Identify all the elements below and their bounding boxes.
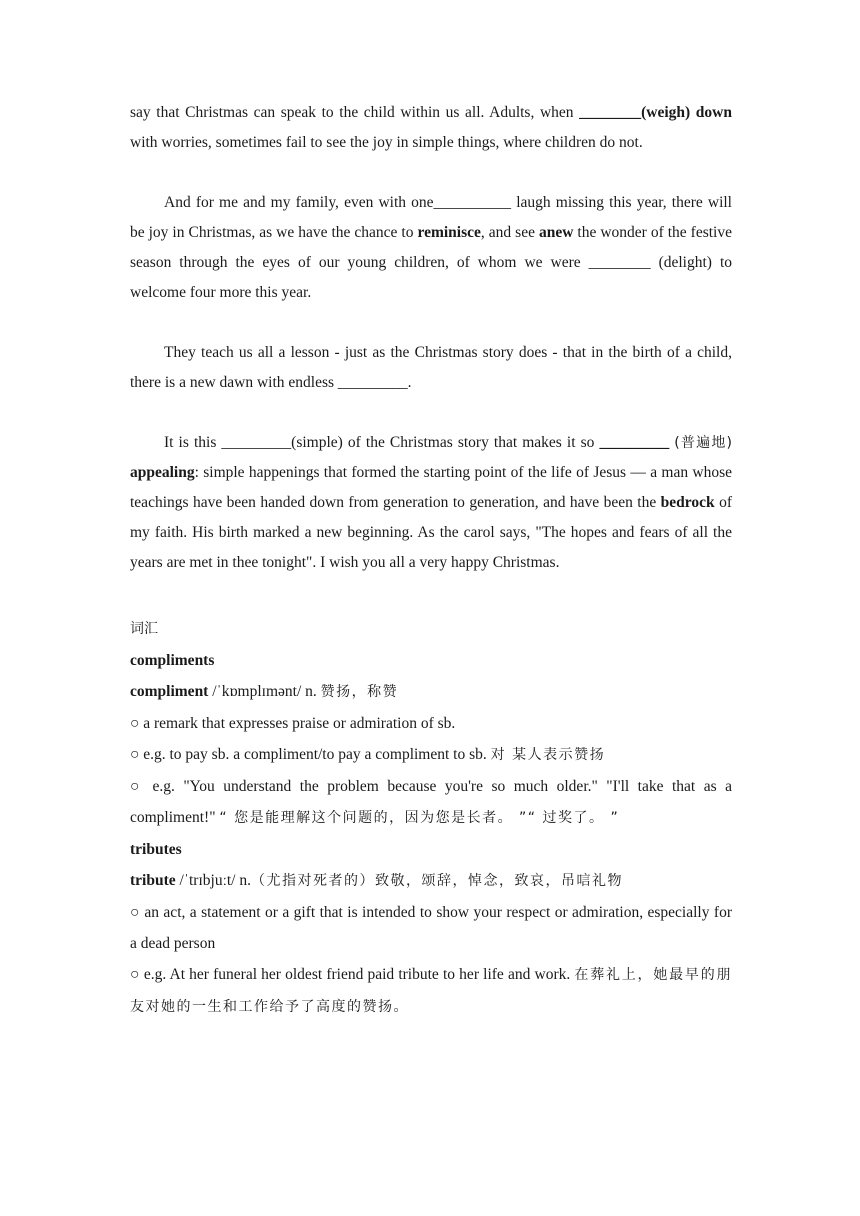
chinese-hint: (普遍地) (674, 435, 732, 451)
vocab-group-title (130, 645, 732, 676)
paragraph-4 (130, 428, 732, 578)
chinese-gloss: 赞扬，称赞 (320, 684, 399, 700)
headword: compliment (130, 683, 209, 700)
bold-word: bedrock (660, 494, 715, 511)
vocab-entry-headword (130, 676, 732, 708)
blank-line: ________ (579, 104, 642, 121)
example-text: ○ e.g. to pay sb. a compliment/to pay a compliment to sb. (130, 746, 491, 763)
bold-word: reminisce (417, 224, 481, 241)
document-content (130, 98, 732, 1023)
vocab-example (130, 739, 732, 771)
paragraph-text: They teach us all a lesson - just as the Christmas story does - that in the birth of a child, there is a new dawn with endless _________. (130, 344, 732, 391)
paragraph-gap (130, 158, 732, 188)
chinese-gloss: （尤指对死者的）致敬，颂辞，悼念，致哀，吊唁礼物 (250, 873, 623, 889)
example-translation: 在葬礼上，她最早的朋友对她的一生和工作给予了高度的赞扬。 (130, 967, 733, 1015)
vocab-definition: ○ an act, a statement or a gift that is intended to show your respect or admiration, especially for a dead person (130, 904, 732, 952)
paragraph-1 (130, 98, 732, 158)
example-text: ○ e.g. "You understand the problem because you're so much older." "I'll take that as a compliment!" (130, 778, 732, 826)
pronunciation: /ˈkɒmplɪmənt/ n. (208, 683, 321, 700)
pronunciation: /ˈtrɪbjuːt/ n. (175, 872, 251, 889)
vocab-group-title (130, 834, 732, 865)
paragraph-text: with worries, sometimes fail to see the joy in simple things, where children do not. (130, 134, 643, 151)
bold-hint: (weigh) down (641, 104, 732, 121)
paragraph-text: And for me and my family, even with one__________ laugh missing this year, there will be joy in Christmas, as we have the chance to (130, 194, 732, 241)
paragraph-text: the wonder of the festive season through the eyes of our young children, of whom we were ________ (delight) to welcome four more this year. (130, 224, 732, 301)
example-translation: 对 某人表示赞扬 (490, 747, 606, 763)
vocab-definition: ○ a remark that expresses praise or admiration of sb. (130, 715, 456, 732)
paragraph-2 (130, 188, 732, 308)
paragraph-3 (130, 338, 732, 398)
bold-word: appealing (130, 464, 195, 481)
blank-line: _________ (599, 434, 670, 451)
example-translation: “ 您是能理解这个问题的，因为您是长者。 ”“ 过奖了。 ” (219, 810, 620, 826)
vocabulary-section (130, 614, 732, 1023)
paragraph-text: , and see (480, 224, 539, 241)
vocab-example (130, 959, 732, 1023)
paragraph-text: It is this _________(simple) of the Christmas story that makes it so (164, 434, 600, 451)
paragraph-gap (130, 398, 732, 428)
vocabulary-heading: 词汇 (130, 621, 158, 637)
paragraph-text: of my faith. His birth marked a new beginning. As the carol says, "The hopes and fears of all the years are met in thee tonight". I wish you all a very happy Christmas. (130, 494, 732, 571)
bold-word: anew (538, 224, 574, 241)
headword: tribute (130, 872, 176, 889)
paragraph-text: : simple happenings that formed the starting point of the life of Jesus — a man whose teachings have been handed down from generation to generation, and have been the (130, 464, 732, 511)
example-text: ○ e.g. At her funeral her oldest friend paid tribute to her life and work. (130, 966, 575, 983)
vocab-group-label: tributes (130, 841, 182, 858)
vocab-group-label: compliments (130, 652, 215, 669)
vocab-example (130, 771, 732, 834)
vocab-entry-headword (130, 865, 732, 897)
paragraph-gap (130, 308, 732, 338)
paragraph-text: say that Christmas can speak to the child within us all. Adults, when (130, 104, 580, 121)
